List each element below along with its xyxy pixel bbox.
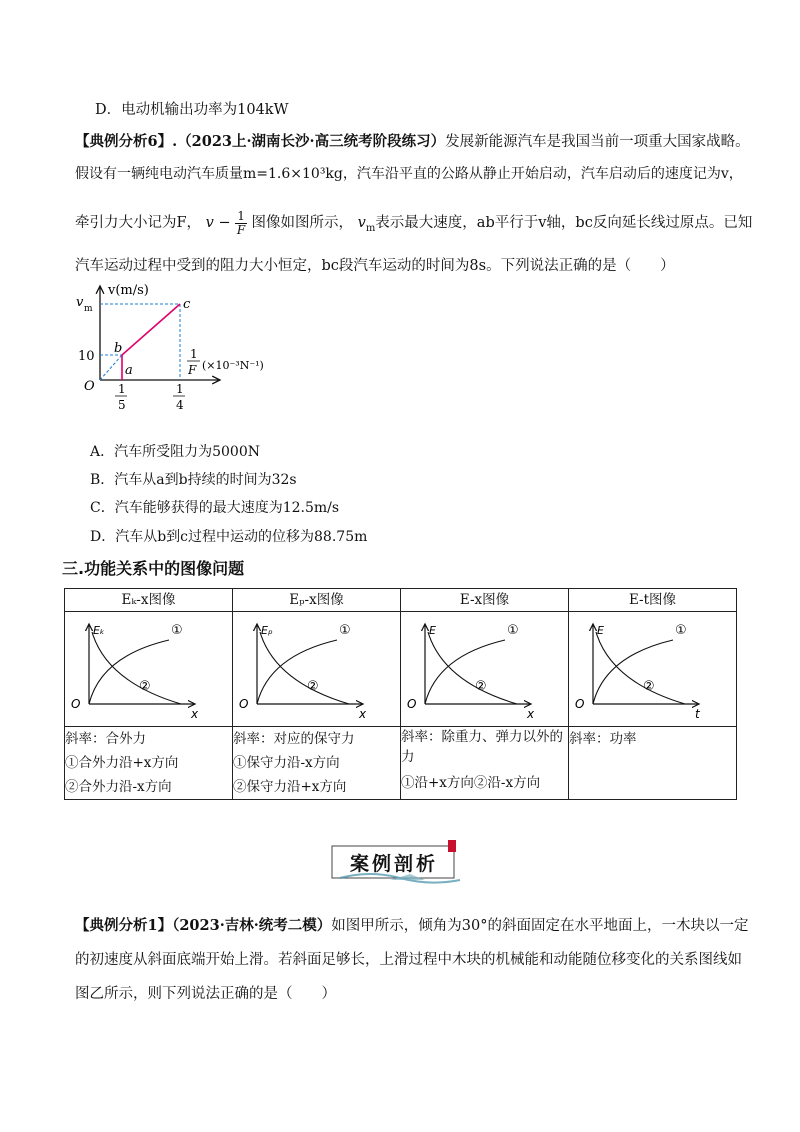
- x-tick-quarter-num: 1: [176, 382, 184, 396]
- mini-y-label: Eₖ: [93, 624, 105, 637]
- mini-x-label: x: [191, 707, 199, 721]
- one-over-f-fraction: [235, 210, 247, 237]
- mini-origin: O: [239, 697, 249, 711]
- example6-line3: 牵引力大小记为F， v − $\frac{1}{F}$ 图像如图所示， $v_m$表示最大速度，ab平行于v轴，bc反向延长线过原点。已知: [75, 208, 753, 237]
- frac-denominator: F: [236, 222, 246, 237]
- v-symbol: v: [205, 215, 214, 231]
- header-e-x: E-x图像: [401, 589, 569, 612]
- graph-cell: [233, 612, 401, 727]
- example6-tag: 【典例分析6】.: [75, 133, 178, 150]
- vm-label-sub: m: [84, 304, 93, 314]
- mini-origin: O: [71, 697, 81, 711]
- example6-line1-text: 发展新能源汽车是我国当前一项重大国家战略。: [445, 134, 750, 150]
- desc-text: ①沿+x方向②沿-x方向: [401, 775, 541, 791]
- curve-1-label: ①: [507, 623, 519, 638]
- desc-cell-e-x: [401, 727, 569, 800]
- example6-source: （2023上·湖南长沙·高三统考阶段练习）: [177, 133, 446, 150]
- curve-1-label: ①: [339, 623, 351, 638]
- header-e-t: E-t图像: [569, 589, 737, 612]
- x-tick-quarter-den: 4: [176, 398, 184, 412]
- mini-graph-ek-x: [65, 612, 232, 722]
- mini-x-label: x: [359, 707, 367, 721]
- x-tick-fifth-num: 1: [118, 382, 126, 396]
- mini-graph-e-x: [401, 612, 568, 722]
- curve-2-label: ②: [139, 679, 151, 694]
- table-desc-row: [65, 727, 737, 800]
- example6-line3-a: 牵引力大小记为F，: [75, 215, 202, 231]
- header-ek-x: Eₖ-x图像: [65, 589, 233, 612]
- point-a-label: a: [125, 363, 133, 378]
- curve-2-decreasing: [92, 632, 181, 704]
- desc-text: ①合外力沿+x方向: [65, 755, 179, 771]
- origin-label: O: [84, 379, 95, 394]
- example1-source: （2023·吉林·统考二模）: [172, 917, 332, 934]
- curve-1-increasing: [593, 640, 673, 704]
- segment-bc: [122, 304, 180, 355]
- curve-2-label: ②: [643, 679, 655, 694]
- point-b-label: b: [114, 341, 123, 356]
- curve-2-label: ②: [475, 679, 487, 694]
- curve-1-label: ①: [675, 623, 687, 638]
- y-tick-10: 10: [78, 349, 95, 364]
- example6-line2: 假设有一辆纯电动汽车质量m=1.6×10³kg，汽车沿平直的公路从静止开始启动，汽车启动后的速度记为v，: [75, 166, 743, 182]
- graph-cell: [401, 612, 569, 727]
- mini-origin: O: [575, 697, 585, 711]
- mini-y-label: E: [597, 624, 604, 637]
- desc-cell-ep: [233, 727, 401, 800]
- mini-origin: O: [407, 697, 417, 711]
- example1-line1-text: 如图甲所示，倾角为30°的斜面固定在水平地面上，一木块以一定: [331, 918, 749, 934]
- option-d: D．汽车从b到c过程中运动的位移为88.75m: [90, 529, 368, 545]
- example1-line3: 图乙所示，则下列说法正确的是（ ）: [75, 986, 336, 1002]
- curve-1-increasing: [89, 640, 169, 704]
- banner-title: 案例剖析: [349, 853, 438, 875]
- option-c: C．汽车能够获得的最大速度为12.5m/s: [90, 500, 340, 516]
- curve-1-label: ①: [171, 623, 183, 638]
- y-axis-label: v(m/s): [108, 283, 149, 298]
- curve-1-increasing: [425, 640, 505, 704]
- option-d-previous: D．电动机输出功率为104kW: [95, 102, 289, 118]
- desc-text: 斜率：合外力: [65, 731, 146, 747]
- x-axis-unit: (×10⁻³N⁻¹): [202, 359, 264, 372]
- mini-graph-e-t: [569, 612, 736, 722]
- desc-text: 斜率：对应的保守力: [233, 731, 355, 747]
- x-axis-label-num: 1: [190, 347, 198, 361]
- x-axis-label-den: F: [188, 363, 197, 377]
- curve-2-decreasing: [596, 632, 685, 704]
- vm-subscript: m: [365, 222, 376, 234]
- mini-x-label: x: [527, 707, 535, 721]
- desc-text: ②保守力沿+x方向: [233, 779, 347, 795]
- desc-text: ②合外力沿-x方向: [65, 779, 172, 795]
- mini-y-label: Eₚ: [261, 624, 273, 637]
- curve-2-decreasing: [260, 632, 349, 704]
- mini-y-label: E: [429, 624, 436, 637]
- desc-text: ①保守力沿-x方向: [233, 755, 340, 771]
- option-a: A．汽车所受阻力为5000N: [90, 444, 260, 460]
- table-header-row: [65, 589, 737, 612]
- option-b: B．汽车从a到b持续的时间为32s: [90, 472, 297, 488]
- curve-2-label: ②: [307, 679, 319, 694]
- example6-line3-b: 图像如图所示，: [251, 215, 353, 231]
- mini-graph-ep-x: [233, 612, 400, 722]
- example6-line4: 汽车运动过程中受到的阻力大小恒定，bc段汽车运动的时间为8s。下列说法正确的是（ ）: [75, 258, 675, 274]
- vm-label: v: [76, 295, 84, 310]
- dashed-extension-to-origin: [100, 355, 122, 380]
- header-ep-x: Eₚ-x图像: [233, 589, 401, 612]
- curve-2-decreasing: [428, 632, 517, 704]
- desc-cell-e-t: [569, 727, 737, 800]
- example6-line3-c: 表示最大速度，ab平行于v轴，bc反向延长线过原点。已知: [375, 215, 753, 231]
- x-tick-fifth-den: 5: [118, 398, 126, 412]
- point-c-label: c: [183, 297, 191, 312]
- curve-1-increasing: [257, 640, 337, 704]
- example1-tag: 【典例分析1】: [75, 917, 173, 934]
- desc-text: 斜率：功率: [569, 731, 637, 747]
- table-graph-row: [65, 612, 737, 727]
- desc-cell-ek: [65, 727, 233, 800]
- desc-text: 斜率：除重力、弹力以外的力: [401, 729, 563, 765]
- example6-line1: [75, 132, 750, 152]
- graph-cell: [569, 612, 737, 727]
- mini-x-label: t: [695, 707, 700, 721]
- example1-line2: 的初速度从斜面底端开始上滑。若斜面足够长，上滑过程中木块的机械能和动能随位移变化的关系图线如: [75, 952, 742, 968]
- frac-numerator: 1: [237, 208, 245, 223]
- energy-graph-table: [64, 588, 737, 800]
- graph-cell: [65, 612, 233, 727]
- vm-symbol: v: [357, 215, 366, 231]
- v-vs-1-over-f-graph: [70, 280, 290, 415]
- section3-title: 三.功能关系中的图像问题: [62, 559, 245, 578]
- case-analysis-banner: [330, 840, 470, 880]
- example1-line1: [75, 916, 749, 936]
